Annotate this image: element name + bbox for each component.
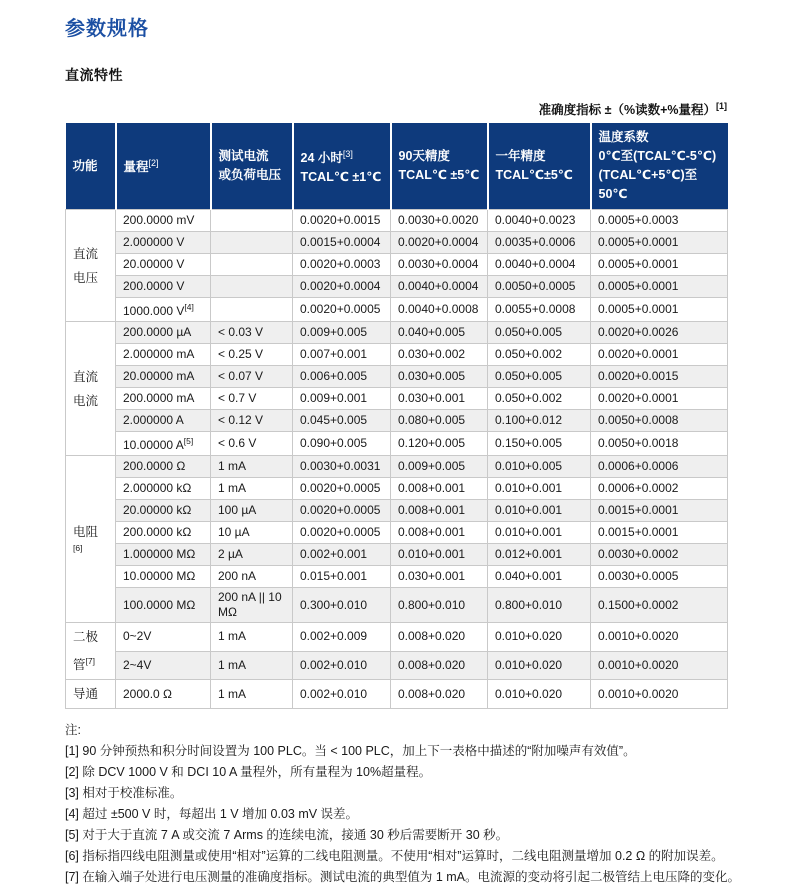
cell-tempco: 0.0005+0.0003: [591, 210, 728, 232]
cell-range: 200.0000 Ω: [116, 456, 211, 478]
cell-test: < 0.07 V: [211, 366, 293, 388]
table-row: [66, 651, 728, 680]
cell-h24: 0.0015+0.0004: [293, 232, 391, 254]
table-row: [66, 566, 728, 588]
cell-test: 200 nA: [211, 566, 293, 588]
cell-range: 1000.000 V[4]: [116, 298, 211, 322]
cell-test: < 0.6 V: [211, 432, 293, 456]
header-row: [66, 123, 728, 210]
notes-section: [65, 720, 741, 888]
cell-h24: 0.009+0.001: [293, 388, 391, 410]
cell-d90: 0.0030+0.0020: [391, 210, 488, 232]
table-row: [66, 500, 728, 522]
cell-range: 20.00000 mA: [116, 366, 211, 388]
cell-test: 1 mA: [211, 680, 293, 709]
cell-range: 1.000000 MΩ: [116, 544, 211, 566]
cell-tempco: 0.1500+0.0002: [591, 588, 728, 623]
cell-d90: 0.0040+0.0004: [391, 276, 488, 298]
cell-range: 2.000000 kΩ: [116, 478, 211, 500]
dc-spec-table: [65, 123, 728, 709]
cell-tempco: 0.0010+0.0020: [591, 651, 728, 680]
cell-year1: 0.0040+0.0023: [488, 210, 591, 232]
cell-test: < 0.03 V: [211, 322, 293, 344]
table-row: [66, 680, 728, 709]
column-header-year1: 一年精度 TCAL℃±5℃: [488, 123, 591, 210]
note-item: [7] 在输入端子处进行电压测量的准确度指标。测试电流的典型值为 1 mA。电流源的变动将引起二极管结上电压降的变化。: [65, 870, 741, 885]
cell-test: 1 mA: [211, 456, 293, 478]
cell-year1: 0.050+0.002: [488, 344, 591, 366]
cell-d90: 0.008+0.020: [391, 651, 488, 680]
table-row: [66, 456, 728, 478]
table-row: [66, 588, 728, 623]
cell-test: 1 mA: [211, 623, 293, 652]
note-item: [1] 90 分钟预热和积分时间设置为 100 PLC。当 < 100 PLC，加上下一表格中描述的“附加噪声有效值”。: [65, 744, 636, 759]
cell-h24: 0.0020+0.0015: [293, 210, 391, 232]
cell-test: [211, 298, 293, 322]
note-item: [5] 对于大于直流 7 A 或交流 7 Arms 的连续电流，接通 30 秒后需要断开 30 秒。: [65, 828, 509, 843]
cell-d90: 0.030+0.001: [391, 566, 488, 588]
column-header-range: 量程[2]: [116, 123, 211, 210]
cell-h24: 0.0020+0.0005: [293, 522, 391, 544]
cell-d90: 0.008+0.001: [391, 500, 488, 522]
cell-d90: 0.040+0.005: [391, 322, 488, 344]
accuracy-note: [65, 100, 727, 118]
column-header-d90: 90天精度 TCAL℃ ±5℃: [391, 123, 488, 210]
table-row: [66, 276, 728, 298]
cell-h24: 0.0020+0.0003: [293, 254, 391, 276]
cell-tempco: 0.0020+0.0026: [591, 322, 728, 344]
cell-tempco: 0.0010+0.0020: [591, 623, 728, 652]
cell-year1: 0.012+0.001: [488, 544, 591, 566]
cell-d90: 0.008+0.001: [391, 478, 488, 500]
cell-test: 2 µA: [211, 544, 293, 566]
cell-year1: 0.0040+0.0004: [488, 254, 591, 276]
cell-tempco: 0.0006+0.0002: [591, 478, 728, 500]
table-row: [66, 432, 728, 456]
page-title: 参数规格: [65, 18, 149, 40]
cell-range: 20.00000 kΩ: [116, 500, 211, 522]
cell-d90: 0.010+0.001: [391, 544, 488, 566]
note-item: [3] 相对于校准标准。: [65, 786, 183, 801]
cell-d90: 0.008+0.020: [391, 680, 488, 709]
column-header-test: 测试电流 或负荷电压: [211, 123, 293, 210]
cell-year1: 0.050+0.002: [488, 388, 591, 410]
cell-range: 200.0000 µA: [116, 322, 211, 344]
table-row: [66, 254, 728, 276]
cell-year1: 0.010+0.001: [488, 478, 591, 500]
cell-h24: 0.002+0.001: [293, 544, 391, 566]
cell-h24: 0.0030+0.0031: [293, 456, 391, 478]
cell-year1: 0.010+0.001: [488, 522, 591, 544]
cell-d90: 0.0030+0.0004: [391, 254, 488, 276]
cell-range: 2~4V: [116, 651, 211, 680]
cell-tempco: 0.0030+0.0005: [591, 566, 728, 588]
cell-range: 20.00000 V: [116, 254, 211, 276]
cell-year1: 0.040+0.001: [488, 566, 591, 588]
table-row: [66, 232, 728, 254]
cell-test: [211, 254, 293, 276]
cell-d90: 0.008+0.001: [391, 522, 488, 544]
cell-test: < 0.25 V: [211, 344, 293, 366]
cell-test: 200 nA || 10 MΩ: [211, 588, 293, 623]
table-row: [66, 322, 728, 344]
cell-h24: 0.015+0.001: [293, 566, 391, 588]
section-title: 直流特性: [65, 67, 123, 83]
cell-h24: 0.045+0.005: [293, 410, 391, 432]
cell-range: 100.0000 MΩ: [116, 588, 211, 623]
cell-year1: 0.050+0.005: [488, 366, 591, 388]
cell-h24: 0.0020+0.0005: [293, 478, 391, 500]
table-row: [66, 478, 728, 500]
cell-tempco: 0.0005+0.0001: [591, 298, 728, 322]
cell-year1: 0.800+0.010: [488, 588, 591, 623]
cell-year1: 0.0050+0.0005: [488, 276, 591, 298]
cell-d90: 0.080+0.005: [391, 410, 488, 432]
cell-range: 2.000000 mA: [116, 344, 211, 366]
table-row: [66, 410, 728, 432]
cell-range: 200.0000 kΩ: [116, 522, 211, 544]
cell-year1: 0.100+0.012: [488, 410, 591, 432]
cell-range: 200.0000 mA: [116, 388, 211, 410]
cell-d90: 0.008+0.020: [391, 623, 488, 652]
table-row: [66, 210, 728, 232]
note-item: [4] 超过 ±500 V 时，每超出 1 V 增加 0.03 mV 误差。: [65, 807, 359, 822]
notes-list: [65, 741, 741, 888]
cell-range: 2000.0 Ω: [116, 680, 211, 709]
cell-range: 200.0000 V: [116, 276, 211, 298]
cell-h24: 0.002+0.010: [293, 680, 391, 709]
cell-tempco: 0.0020+0.0001: [591, 344, 728, 366]
cell-year1: 0.010+0.001: [488, 500, 591, 522]
cell-h24: 0.002+0.009: [293, 623, 391, 652]
cell-range: 2.000000 V: [116, 232, 211, 254]
cell-year1: 0.010+0.005: [488, 456, 591, 478]
cell-h24: 0.006+0.005: [293, 366, 391, 388]
cell-test: 100 µA: [211, 500, 293, 522]
cell-d90: 0.030+0.005: [391, 366, 488, 388]
cell-h24: 0.0020+0.0005: [293, 298, 391, 322]
cell-year1: 0.010+0.020: [488, 623, 591, 652]
cell-h24: 0.009+0.005: [293, 322, 391, 344]
column-header-tempco: 温度系数 0℃至(TCAL℃-5℃) (TCAL℃+5℃)至50℃: [591, 123, 728, 210]
function-cell: 二极 管[7]: [66, 623, 116, 680]
cell-tempco: 0.0020+0.0001: [591, 388, 728, 410]
cell-range: 200.0000 mV: [116, 210, 211, 232]
cell-tempco: 0.0010+0.0020: [591, 680, 728, 709]
cell-h24: 0.0020+0.0004: [293, 276, 391, 298]
cell-range: 10.00000 MΩ: [116, 566, 211, 588]
cell-h24: 0.007+0.001: [293, 344, 391, 366]
function-cell: 导通: [66, 680, 116, 709]
column-header-h24: 24 小时[3] TCAL℃ ±1℃: [293, 123, 391, 210]
cell-d90: 0.030+0.002: [391, 344, 488, 366]
cell-test: 1 mA: [211, 651, 293, 680]
cell-tempco: 0.0006+0.0006: [591, 456, 728, 478]
accuracy-note-text: 准确度指标 ±（%读数+%量程）: [538, 103, 716, 117]
cell-tempco: 0.0020+0.0015: [591, 366, 728, 388]
cell-tempco: 0.0005+0.0001: [591, 232, 728, 254]
cell-test: 10 µA: [211, 522, 293, 544]
cell-h24: 0.0020+0.0005: [293, 500, 391, 522]
cell-d90: 0.030+0.001: [391, 388, 488, 410]
cell-tempco: 0.0050+0.0008: [591, 410, 728, 432]
column-header-function: 功能: [66, 123, 116, 210]
note-item: [6] 指标指四线电阻测量或使用“相对”运算的二线电阻测量。不使用“相对”运算时，二线电阻测量增加 0.2 Ω 的附加误差。: [65, 849, 724, 864]
function-cell: 直流 电压: [66, 210, 116, 322]
note-item: [2] 除 DCV 1000 V 和 DCI 10 A 量程外，所有量程为 10%超量程。: [65, 765, 432, 780]
cell-test: < 0.7 V: [211, 388, 293, 410]
table-row: [66, 344, 728, 366]
cell-test: [211, 210, 293, 232]
cell-tempco: 0.0050+0.0018: [591, 432, 728, 456]
accuracy-note-footnote-ref: [1]: [716, 100, 727, 111]
cell-year1: 0.0035+0.0006: [488, 232, 591, 254]
cell-tempco: 0.0005+0.0001: [591, 276, 728, 298]
cell-year1: 0.0055+0.0008: [488, 298, 591, 322]
cell-test: 1 mA: [211, 478, 293, 500]
cell-test: [211, 276, 293, 298]
cell-year1: 0.050+0.005: [488, 322, 591, 344]
table-row: [66, 298, 728, 322]
function-cell: 直流 电流: [66, 322, 116, 456]
cell-tempco: 0.0005+0.0001: [591, 254, 728, 276]
cell-h24: 0.300+0.010: [293, 588, 391, 623]
function-cell: 电阻 [6]: [66, 456, 116, 623]
cell-tempco: 0.0015+0.0001: [591, 500, 728, 522]
cell-tempco: 0.0015+0.0001: [591, 522, 728, 544]
cell-d90: 0.0040+0.0008: [391, 298, 488, 322]
table-row: [66, 522, 728, 544]
cell-h24: 0.090+0.005: [293, 432, 391, 456]
cell-range: 0~2V: [116, 623, 211, 652]
cell-range: 2.000000 A: [116, 410, 211, 432]
table-row: [66, 366, 728, 388]
cell-range: 10.00000 A[5]: [116, 432, 211, 456]
cell-d90: 0.800+0.010: [391, 588, 488, 623]
cell-h24: 0.002+0.010: [293, 651, 391, 680]
cell-year1: 0.010+0.020: [488, 651, 591, 680]
table-row: [66, 544, 728, 566]
cell-year1: 0.010+0.020: [488, 680, 591, 709]
cell-d90: 0.120+0.005: [391, 432, 488, 456]
notes-label: 注:: [65, 723, 81, 738]
table-body: [66, 210, 728, 709]
table-row: [66, 388, 728, 410]
table-row: [66, 623, 728, 652]
cell-test: < 0.12 V: [211, 410, 293, 432]
cell-year1: 0.150+0.005: [488, 432, 591, 456]
cell-test: [211, 232, 293, 254]
cell-d90: 0.009+0.005: [391, 456, 488, 478]
cell-d90: 0.0020+0.0004: [391, 232, 488, 254]
cell-tempco: 0.0030+0.0002: [591, 544, 728, 566]
